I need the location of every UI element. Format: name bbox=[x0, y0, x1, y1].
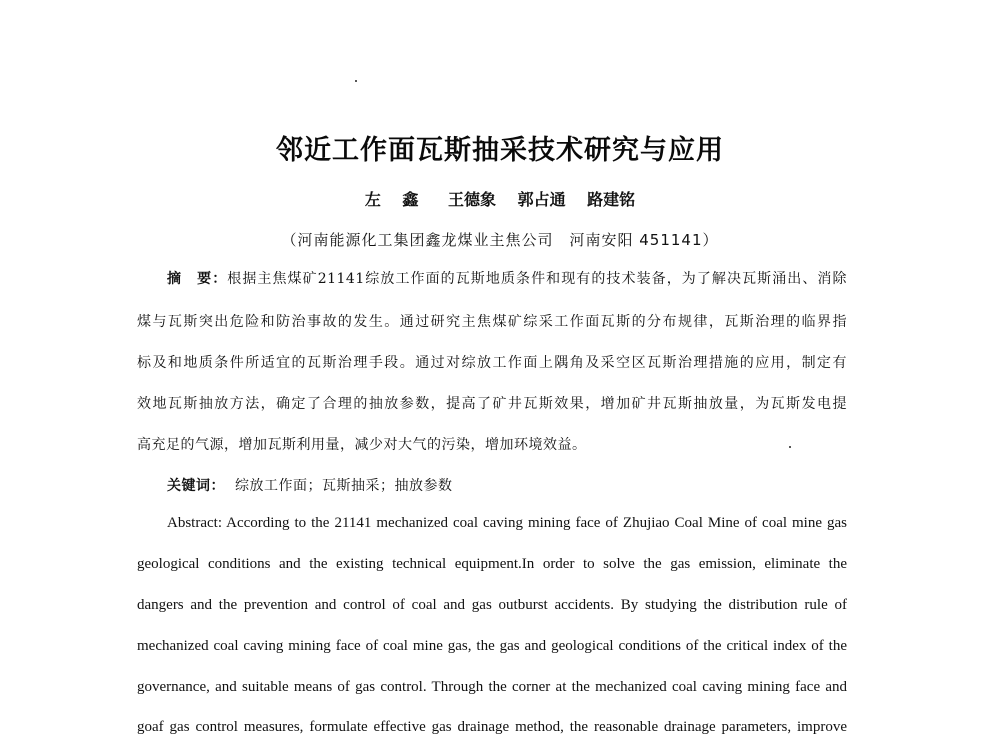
abstract-en-line: dangers and the prevention and control of coal and gas outburst accidents. By studying the distribution rule of bbox=[137, 597, 847, 613]
keywords-label: 关键词： bbox=[167, 478, 225, 494]
abstract-cn-line: 高充足的气源，增加瓦斯利用量，减少对大气的污染，增加环境效益。 bbox=[137, 437, 587, 453]
paper-title: 邻近工作面瓦斯抽采技术研究与应用 bbox=[276, 135, 724, 166]
author-name: 路建铭 bbox=[587, 190, 636, 209]
author-name: 郭占通 bbox=[517, 190, 566, 209]
abstract-cn-line: 效地瓦斯抽放方法，确定了合理的抽放参数，提高了矿井瓦斯效果，增加矿井瓦斯抽放量，为瓦斯发电提 bbox=[137, 396, 847, 412]
abstract-en-line: mechanized coal caving mining face of coal mine gas, the gas and geological conditions of the critical index of the bbox=[137, 638, 847, 654]
abstract-cn-line: 标及和地质条件所适宜的瓦斯治理手段。通过对综放工作面上隅角及采空区瓦斯治理措施的应用，制定有 bbox=[137, 355, 847, 371]
keywords-value: 综放工作面；瓦斯抽采；抽放参数 bbox=[235, 478, 453, 494]
affiliation: （河南能源化工集团鑫龙煤业主焦公司 河南安阳 451141） bbox=[281, 231, 719, 249]
abstract-en-line: Abstract: According to the 21141 mechanized coal caving mining face of Zhujiao Coal Mine of coal mine gas bbox=[167, 515, 847, 531]
author-name: 王德象 bbox=[447, 190, 496, 209]
abstract-en-line: geological conditions and the existing technical equipment.In order to solve the gas emission, eliminate the bbox=[137, 556, 847, 572]
keywords-cn bbox=[167, 475, 847, 495]
abstract-en-line: goaf gas control measures, formulate effective gas drainage method, the reasonable drainage parameters, improve bbox=[137, 719, 847, 735]
author-list bbox=[0, 187, 1000, 210]
abstract-cn-label: 摘 要： bbox=[167, 271, 228, 287]
scan-speck bbox=[355, 80, 357, 82]
author-name: 左 鑫 bbox=[364, 190, 427, 209]
abstract-cn-text: 根据主焦煤矿21141综放工作面的瓦斯地质条件和现有的技术装备，为了解决瓦斯涌出、消除 bbox=[227, 271, 847, 287]
abstract-cn-line: 煤与瓦斯突出危险和防治事故的发生。通过研究主焦煤矿综采工作面瓦斯的分布规律，瓦斯治理的临界指 bbox=[137, 314, 847, 330]
abstract-en-line: governance, and suitable means of gas control. Through the corner at the mechanized coal caving mining face and bbox=[137, 679, 847, 695]
abstract-cn-line bbox=[167, 268, 847, 288]
